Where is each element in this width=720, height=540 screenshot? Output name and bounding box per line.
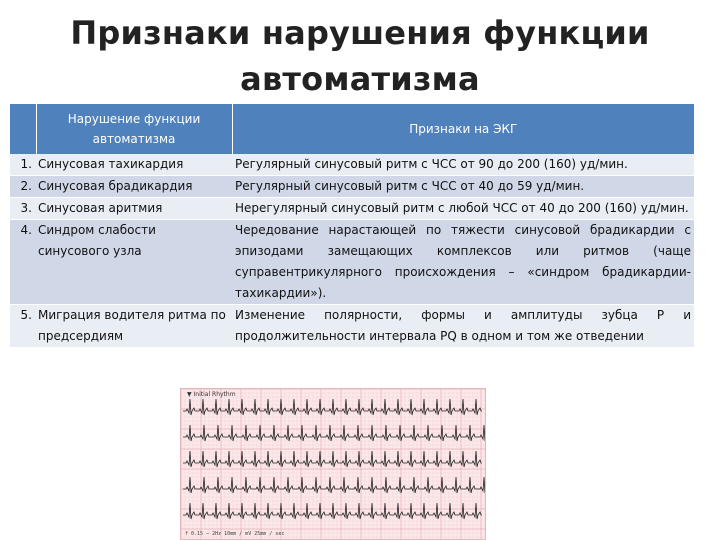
table-row [10, 220, 694, 305]
row-disorder: Миграция водителя ритма по предсердиям [36, 305, 232, 348]
row-number: 2. [10, 176, 36, 198]
title-line-2: автоматизма [240, 60, 480, 98]
table-row [10, 198, 694, 220]
row-number: 5. [10, 305, 36, 348]
row-disorder: Синусовая брадикардия [36, 176, 232, 198]
ecg-strip-image [180, 388, 486, 540]
row-ecg-sign: Изменение полярности, формы и амплитуды зубца Р и продолжительности интервала PQ в одном и том же отведении [232, 305, 694, 348]
header-disorder-line-1: Нарушение функции [67, 112, 201, 126]
table-row [10, 305, 694, 348]
row-number: 4. [10, 220, 36, 305]
row-disorder: Синдром слабости синусового узла [36, 220, 232, 305]
title-line-1: Признаки нарушения функции [70, 14, 650, 52]
row-ecg-sign: Регулярный синусовый ритм с ЧСС от 90 до 200 (160) уд/мин. [232, 154, 694, 176]
row-ecg-sign: Регулярный синусовый ритм с ЧСС от 40 до 59 уд/мин. [232, 176, 694, 198]
ecg-trace-line [183, 451, 482, 467]
ecg-svg [181, 389, 485, 539]
row-number: 1. [10, 154, 36, 176]
row-disorder: Синусовая аритмия [36, 198, 232, 220]
automatism-table [10, 104, 694, 348]
slide-title [0, 10, 720, 102]
header-ecg-signs-cell: Признаки на ЭКГ [232, 104, 694, 154]
table-row [10, 154, 694, 176]
ecg-trace-line [183, 503, 482, 519]
header-num-cell [10, 104, 36, 154]
header-disorder-line-2: автоматизма [92, 132, 176, 146]
header-disorder-cell [36, 104, 232, 154]
ecg-trace-line [183, 399, 482, 415]
ecg-initial-rhythm-label: ▼ Initial Rhythm [187, 391, 236, 398]
ecg-footer-text: f 0.15 – 2Hz 10mm / mV 25mm / sec [185, 531, 285, 537]
row-disorder: Синусовая тахикардия [36, 154, 232, 176]
table-header-row [10, 104, 694, 154]
row-ecg-sign: Нерегулярный синусовый ритм с любой ЧСС от 40 до 200 (160) уд/мин. [232, 198, 694, 220]
row-ecg-sign: Чередование нарастающей по тяжести синусовой брадикардии с эпизодами замещающих комплексов или ритмов (чаще суправентрикулярного происхождения – «синдром брадикардии-тахикардии»). [232, 220, 694, 305]
table-row [10, 176, 694, 198]
row-number: 3. [10, 198, 36, 220]
